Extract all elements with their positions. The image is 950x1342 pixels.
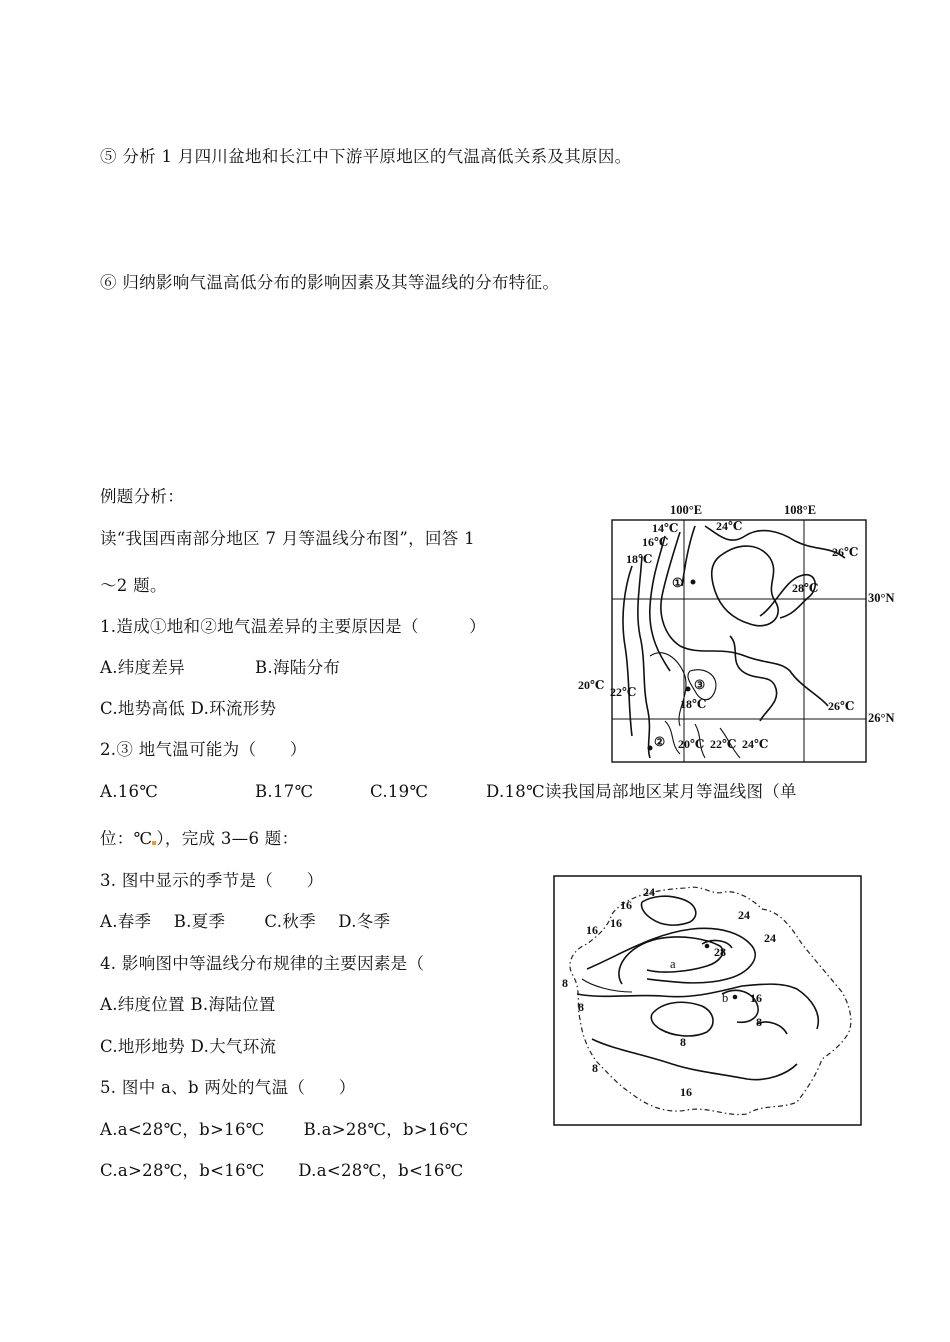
question-1: 1.造成①地和②地气温差异的主要原因是（ ） [100,617,486,636]
point-3-dot [686,687,691,692]
question-2-option-d-and-intro: D.18℃读我国局部地区某月等温线图（单 [486,782,797,801]
iso-label-16-e: 16 [680,1085,692,1099]
point-b-dot [733,995,738,1000]
question-4: 4. 影响图中等温线分布规律的主要因素是（ [100,954,425,973]
iso-label-14: 14℃ [652,521,679,535]
iso-label-8-c: 8 [592,1061,598,1075]
point-a-dot [705,944,710,949]
iso-label-20-bottom: 20℃ [678,737,705,751]
point-3-label: ③ [694,678,706,692]
point-2-dot [648,746,653,751]
iso-label-8-e: 8 [680,1035,686,1049]
iso-label-18-center: 18℃ [680,697,707,711]
iso-label-22-bottom: 22℃ [710,737,737,751]
question-1-options-cd: C.地势高低 D.环流形势 [100,699,277,718]
question-5: 5. 图中 a、b 两处的气温（ ） [100,1078,356,1097]
iso-label-24: 24℃ [716,519,743,533]
point-1-label: ① [672,576,684,590]
isotherm-map-southwest-july [570,496,915,768]
point-1-dot [691,580,696,585]
iso-label-8-d: 8 [756,1015,762,1029]
question-3: 3. 图中显示的季节是（ ） [100,871,324,890]
example-heading: 例题分析： [100,487,184,506]
iso-label-24-c: 24 [764,931,776,945]
point-2-label: ② [654,735,666,749]
map2-frame [554,876,861,1125]
label-100e: 100°E [670,503,703,517]
iso-label-16: 16℃ [642,535,669,549]
iso-label-26-right: 26℃ [828,699,855,713]
iso-label-16-a: 16 [620,898,632,912]
iso-label-24-bottom: 24℃ [742,737,769,751]
label-26n: 26°N [868,711,895,725]
iso-label-28: 28 [714,945,726,959]
iso-label-20-left: 20℃ [578,678,605,692]
question-2-option-b: B.17℃ [255,782,314,801]
iso-label-16-b: 16 [610,916,622,930]
iso-label-16-d: 16 [750,991,762,1005]
question-5-options-cd: C.a>28℃，b<16℃ D.a<28℃，b<16℃ [100,1161,464,1180]
question-5-top: ⑤ 分析 1 月四川盆地和长江中下游平原地区的气温高低关系及其原因。 [100,147,632,166]
point-b-label: b [722,991,729,1005]
label-108e: 108°E [784,503,817,517]
iso-label-8-a: 8 [562,976,568,990]
question-4-options-ab: A.纬度位置 B.海陆位置 [100,995,276,1014]
question-2: 2.③ 地气温可能为（ ） [100,740,307,759]
iso-label-24-a: 24 [643,885,655,899]
iso-label-16-c: 16 [586,923,598,937]
iso-label-24-b: 24 [738,908,750,922]
isotherm-map-local-region [552,874,867,1129]
example-intro-2: ～2 题。 [100,576,167,595]
question-6-top: ⑥ 归纳影响气温高低分布的影响因素及其等温线的分布特征。 [100,273,560,292]
question-5-options-ab: A.a<28℃，b>16℃ B.a>28℃，b>16℃ [100,1120,469,1139]
point-a-label: a [670,957,676,971]
map1-isotherms [623,526,845,758]
question-2-option-a: A.16℃ [100,782,159,801]
iso-label-26: 26℃ [832,545,859,559]
iso-label-8-b: 8 [578,1000,584,1014]
question-1-option-b: B.海陆分布 [255,658,341,677]
iso-label-28: 28℃ [792,581,819,595]
intro-2: 位：℃ ），完成 3—6 题： [100,829,299,848]
question-1-option-a: A.纬度差异 [100,658,185,677]
question-2-option-c: C.19℃ [370,782,429,801]
question-4-options-cd: C.地形地势 D.大气环流 [100,1037,277,1056]
iso-label-18: 18℃ [626,552,653,566]
example-intro-1: 读“我国西南部分地区 7 月等温线分布图”，回答 1 [100,529,475,548]
label-30n: 30°N [868,591,895,605]
iso-label-22-left: 22℃ [610,685,637,699]
question-3-options: A.春季 B.夏季 C.秋季 D.冬季 [100,912,391,931]
